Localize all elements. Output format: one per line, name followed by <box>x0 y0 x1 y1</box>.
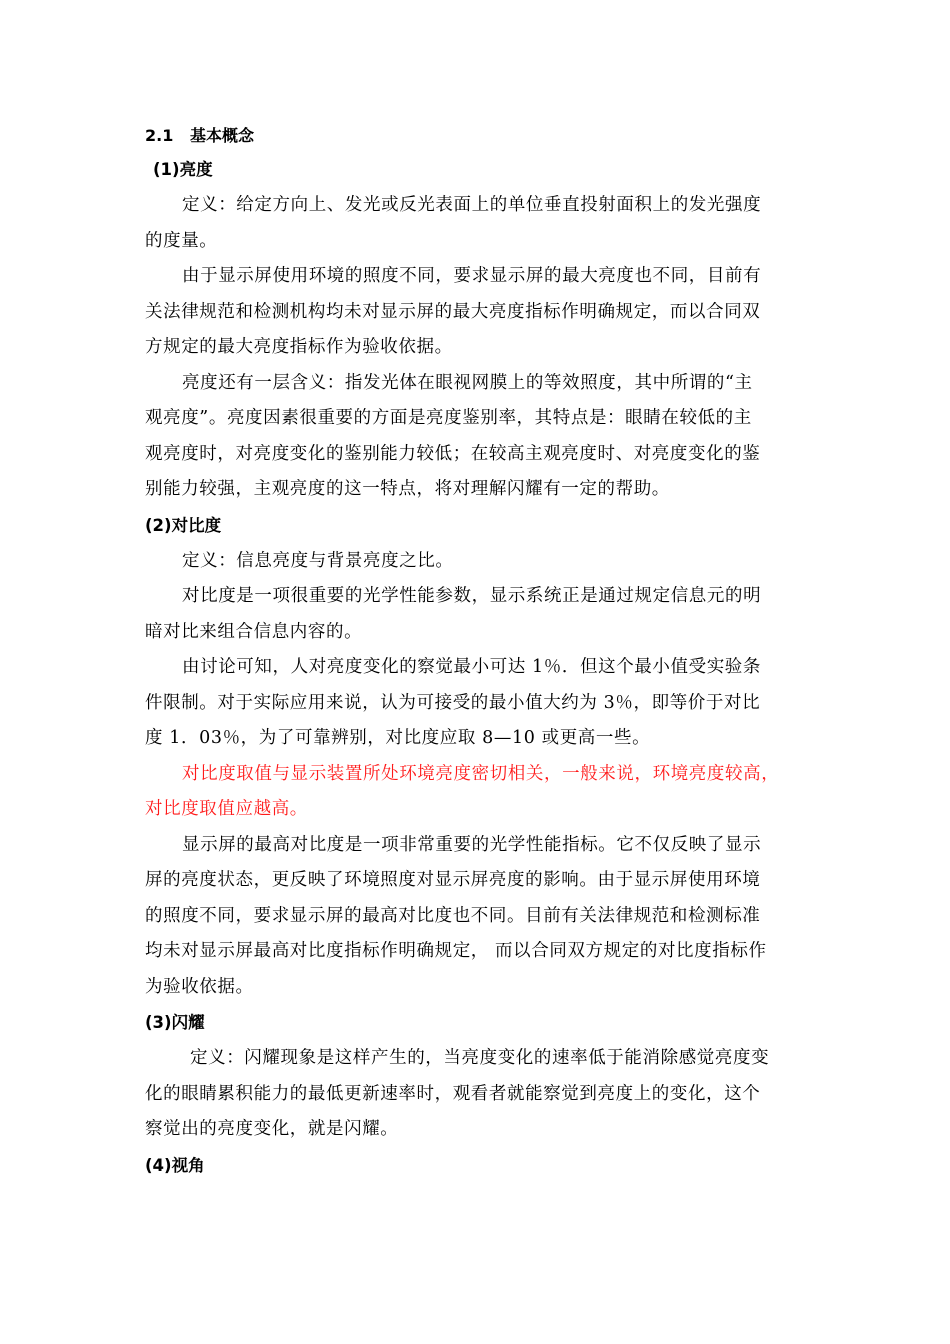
heading-brightness: (1)亮度 <box>153 160 213 179</box>
section-title <box>145 126 810 146</box>
text-line: 对比度取值应越高。 <box>145 799 308 819</box>
text-line: 亮度还有一层含义：指发光体在眼视网膜上的等效照度，其中所谓的“主 <box>182 372 753 393</box>
paragraph-contrast-highlight <box>145 757 810 828</box>
heading-viewing-angle: (4)视角 <box>145 1155 205 1175</box>
section-number: 2.1 <box>145 126 174 145</box>
text-line: 的照度不同，要求显示屏的最高对比度也不同。目前有关法律规范和检测标准 <box>145 905 761 926</box>
paragraph-brightness-definition <box>145 188 810 259</box>
text-line: 件限制。对于实际应用来说，认为可接受的最小值大约为 3％，即等价于对比 <box>145 692 761 713</box>
text-line: 化的眼睛累积能力的最低更新速率时，观看者就能察觉到亮度上的变化，这个 <box>145 1083 761 1104</box>
text-line: 显示屏的最高对比度是一项非常重要的光学性能指标。它不仅反映了显示 <box>182 834 762 855</box>
text-line: 定义：给定方向上、发光或反光表面上的单位垂直投射面积上的发光强度 <box>182 195 762 215</box>
text-line: 定义：闪耀现象是这样产生的，当亮度变化的速率低于能消除感觉亮度变 <box>190 1048 770 1068</box>
text-line: 方规定的最大亮度指标作为验收依据。 <box>145 337 453 357</box>
text-line: 关法律规范和检测机构均未对显示屏的最大亮度指标作明确规定，而以合同双 <box>145 301 761 322</box>
text-line: 由于显示屏使用环境的照度不同，要求显示屏的最大亮度也不同，目前有 <box>182 266 762 286</box>
text-line: 为验收依据。 <box>145 976 254 997</box>
paragraph-subjective-brightness <box>145 366 810 508</box>
heading-flicker: (3)闪耀 <box>145 1013 205 1032</box>
text-line: 别能力较强，主观亮度的这一特点，将对理解闪耀有一定的帮助。 <box>145 479 670 499</box>
document-body <box>145 120 810 1184</box>
text-line: 察觉出的亮度变化，就是闪耀。 <box>145 1119 399 1139</box>
text-line: 的度量。 <box>145 230 218 251</box>
text-line: 屏的亮度状态，更反映了环境照度对显示屏亮度的影响。由于显示屏使用环境 <box>145 870 761 890</box>
section-name: 基本概念 <box>190 126 255 145</box>
paragraph-brightness-standard <box>145 259 810 366</box>
text-line: 暗对比来组合信息内容的。 <box>145 621 363 642</box>
text-line: 对比度是一项很重要的光学性能参数，显示系统正是通过规定信息元的明 <box>182 586 762 606</box>
paragraph-contrast-threshold <box>145 650 810 757</box>
text-line: 定义：信息亮度与背景亮度之比。 <box>182 550 454 571</box>
text-line: 由讨论可知，人对亮度变化的察觉最小可达 1％．但这个最小值受实验条 <box>182 657 761 677</box>
paragraph-contrast-importance <box>145 579 810 650</box>
heading-contrast: (2)对比度 <box>145 515 222 535</box>
text-line: 观亮度”。亮度因素很重要的方面是亮度鉴别率，其特点是：眼睛在较低的主 <box>145 408 752 428</box>
text-line: 均未对显示屏最高对比度指标作明确规定， 而以合同双方规定的对比度指标作 <box>145 941 767 961</box>
paragraph-flicker-definition <box>145 1041 810 1148</box>
paragraph-contrast-definition <box>145 544 810 580</box>
text-line: 对比度取值与显示装置所处环境亮度密切相关，一般来说，环境亮度较高， <box>182 763 780 784</box>
paragraph-max-contrast <box>145 828 810 1006</box>
text-line: 观亮度时，对亮度变化的鉴别能力较低；在较高主观亮度时、对亮度变化的鉴 <box>145 443 761 464</box>
text-line: 度 1．03％，为了可靠辨别，对比度应取 8—10 或更高一些。 <box>145 728 651 748</box>
